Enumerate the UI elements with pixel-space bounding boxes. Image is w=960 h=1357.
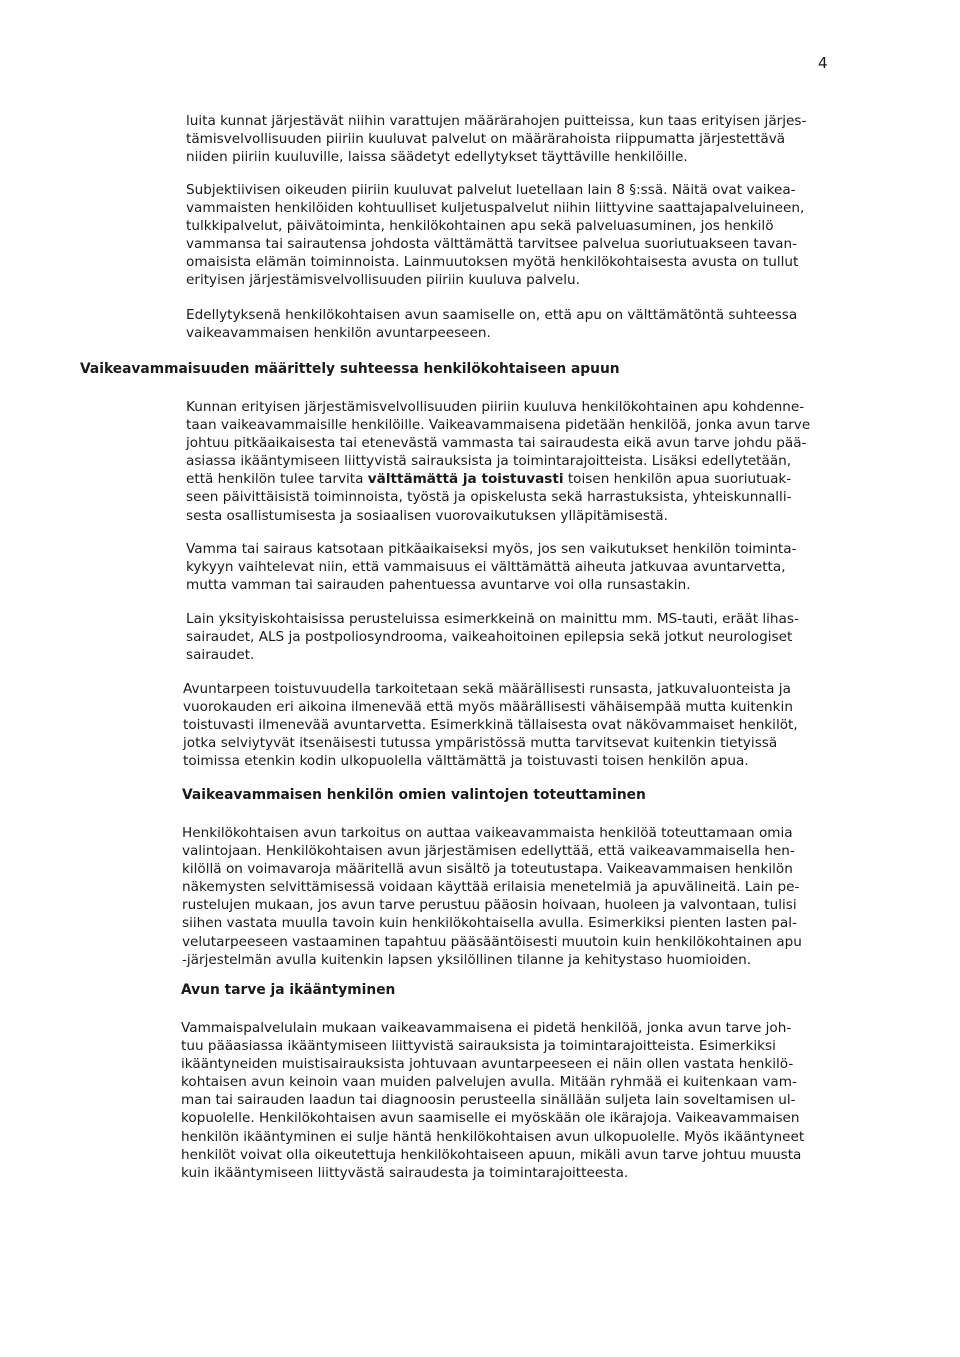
- text-line: vammansa tai sairautensa johdosta välttämättä tarvitsee palvelua suoriutuakseen tavan-: [186, 236, 797, 253]
- text-line: toistuvasti ilmenevää avuntarvetta. Esimerkkinä tällaisesta ovat näkövammaiset henkilöt,: [183, 717, 798, 734]
- paragraph-5: [186, 540, 797, 594]
- paragraph-8: [182, 824, 802, 969]
- text-line: rustelujen mukaan, jos avun tarve perustuu pääosin hoivaan, huoleen ja valvontaan, tulisi: [182, 897, 797, 914]
- page-number: 4: [818, 54, 828, 72]
- paragraph-4: [186, 398, 810, 525]
- text-line: jotka selviytyvät itsenäisesti tutussa ympäristössä mutta tarvitsevat kuitenkin tietyissä: [183, 735, 778, 752]
- text-line: toimissa etenkin kodin ulkopuolella välttämättä ja toistuvasti toisen henkilön apua.: [183, 753, 749, 770]
- text-run: toisen henkilön apua suoriutuak-: [563, 471, 792, 488]
- text-line: vuorokauden eri aikoina ilmenevää että myös määrällisesti vähäisempää mutta kuitenkin: [183, 699, 793, 716]
- text-line: näkemysten selvittämisessä voidaan käyttää erilaisia menetelmiä ja apuvälineitä. Lain pe-: [182, 879, 800, 896]
- section-heading-avun-tarve-ja-ikaantyminen: Avun tarve ja ikääntyminen: [181, 982, 396, 998]
- text-line: seen päivittäisistä toiminnoista, työstä ja opiskelusta sekä harrastuksista, yhteiskunnalli-: [186, 489, 792, 506]
- text-line: erityisen järjestämisvelvollisuuden piiriin kuuluva palvelu.: [186, 272, 580, 289]
- section-heading-omien-valintojen-toteuttaminen: Vaikeavammaisen henkilön omien valintojen toteuttaminen: [182, 787, 646, 803]
- text-line: -järjestelmän avulla kuitenkin lapsen yksilöllinen tilanne ja kehitystaso huomioiden.: [182, 951, 752, 968]
- paragraph-2: [186, 181, 804, 290]
- text-line: kopuolelle. Henkilökohtaisen avun saamiselle ei myöskään ole ikärajoja. Vaikeavammaisen: [181, 1110, 800, 1127]
- text-line: niiden piiriin kuuluville, laissa säädetyt edellytykset täyttäville henkilöille.: [186, 149, 688, 166]
- text-line: Avuntarpeen toistuvuudella tarkoitetaan sekä määrällisesti runsasta, jatkuvaluonteista ja: [183, 681, 791, 697]
- text-line: henkilön ikääntyminen ei sulje häntä henkilökohtaisen avun ulkopuolelle. Myös ikääntyneet: [181, 1128, 805, 1145]
- paragraph-3: [186, 306, 797, 342]
- text-line: velutarpeeseen vastaaminen tapahtuu pääsääntöisesti muutoin kuin henkilökohtainen apu: [182, 933, 802, 950]
- text-line: Kunnan erityisen järjestämisvelvollisuuden piiriin kuuluva henkilökohtainen apu kohdenne-: [186, 399, 805, 415]
- section-heading-vaikeavammaisuuden-maarittely: Vaikeavammaisuuden määrittely suhteessa henkilökohtaiseen apuun: [80, 361, 620, 377]
- text-line: tämisvelvollisuuden piiriin kuuluvat palvelut on määrärahoista riippumatta järjestettävä: [186, 131, 786, 148]
- text-line: [186, 470, 810, 488]
- text-line: kykyyn vaihtelevat niin, että vammaisuus ei välttämättä aiheuta jatkuvaa avuntarvetta,: [186, 559, 786, 576]
- text-line: luita kunnat järjestävät niihin varattujen määrärahojen puitteissa, kun taas erityisen järjes-: [186, 113, 807, 129]
- text-line: taan vaikeavammaisille henkilöille. Vaikeavammaisena pidetään henkilöä, jonka avun tarve: [186, 417, 811, 434]
- text-line: Vamma tai sairaus katsotaan pitkäaikaiseksi myös, jos sen vaikutukset henkilön toiminta-: [186, 541, 797, 557]
- text-line: omaisista elämän toiminnoista. Lainmuutoksen myötä henkilökohtaisesta avusta on tullut: [186, 254, 799, 271]
- text-line: man tai sairauden laadun tai diagnoosin perusteella sinällään suljeta lain soveltamisen ul-: [181, 1092, 796, 1109]
- text-line: kohtaisen avun keinoin vaan muiden palvelujen avulla. Mitään ryhmää ei kuitenkaan vam-: [181, 1074, 797, 1091]
- text-line: johtuu pitkäaikaisesta tai etenevästä vammasta tai sairaudesta eikä avun tarve johdu pää-: [186, 435, 807, 452]
- text-line: tulkkipalvelut, päivätoiminta, henkilökohtainen apu sekä palveluasuminen, jos henkilö: [186, 218, 774, 235]
- text-line: kuin ikääntymiseen liittyvästä sairaudesta ja toimintarajoitteesta.: [181, 1164, 629, 1181]
- text-line: Lain yksityiskohtaisissa perusteluissa esimerkkeinä on mainittu mm. MS-tauti, eräät lihas-: [186, 611, 799, 627]
- text-line: Subjektiivisen oikeuden piiriin kuuluvat palvelut luetellaan lain 8 §:ssä. Näitä ovat vaikea-: [186, 182, 796, 198]
- text-line: ikääntyneiden muistisairauksista johtuvaan avuntarpeeseen ei näin ollen vastata henkilö-: [181, 1056, 794, 1073]
- text-line: Henkilökohtaisen avun tarkoitus on auttaa vaikeavammaista henkilöä toteuttamaan omia: [182, 825, 793, 841]
- text-line: mutta vamman tai sairauden pahentuessa avuntarve voi olla runsastakin.: [186, 577, 691, 594]
- text-line: siihen vastata muulla tavoin kuin henkilökohtaisella avulla. Esimerkiksi pienten lasten pal-: [182, 915, 797, 932]
- text-line: valintojaan. Henkilökohtaisen avun järjestämisen edellyttää, että vaikeavammaisella hen-: [182, 843, 795, 860]
- text-line: sesta osallistumisesta ja sosiaalisen vuorovaikutuksen ylläpitämisestä.: [186, 507, 668, 524]
- paragraph-7: [183, 680, 798, 770]
- text-line: sairaudet.: [186, 647, 255, 664]
- text-line: kilöllä on voimavaroja määritellä avun sisältö ja toteutustapa. Vaikeavammaisen henkilön: [182, 861, 793, 878]
- emphasis-text: välttämättä ja toistuvasti: [367, 471, 564, 488]
- paragraph-9: [181, 1019, 804, 1182]
- text-run: että henkilön tulee tarvita: [186, 471, 368, 488]
- text-line: henkilöt voivat olla oikeutettuja henkilökohtaiseen apuun, mikäli avun tarve johtuu muusta: [181, 1146, 802, 1163]
- paragraph-1: [186, 112, 806, 166]
- text-line: tuu pääasiassa ikääntymiseen liittyvistä sairauksista ja toimintarajoitteista. Esimerkiksi: [181, 1038, 776, 1055]
- text-line: sairaudet, ALS ja postpoliosyndrooma, vaikeahoitoinen epilepsia sekä jotkut neurologiset: [186, 629, 793, 646]
- text-line: vaikeavammaisen henkilön avuntarpeeseen.: [186, 325, 491, 342]
- paragraph-6: [186, 610, 799, 664]
- text-line: Vammaispalvelulain mukaan vaikeavammaisena ei pidetä henkilöä, jonka avun tarve joh-: [181, 1020, 792, 1036]
- text-line: asiassa ikääntymiseen liittyvistä sairauksista ja toimintarajoitteista. Lisäksi edellytetään,: [186, 453, 792, 470]
- text-line: vammaisten henkilöiden kohtuulliset kuljetuspalvelut niihin liittyvine saattajapalveluineen,: [186, 200, 805, 217]
- text-line: Edellytyksenä henkilökohtaisen avun saamiselle on, että apu on välttämätöntä suhteessa: [186, 307, 798, 323]
